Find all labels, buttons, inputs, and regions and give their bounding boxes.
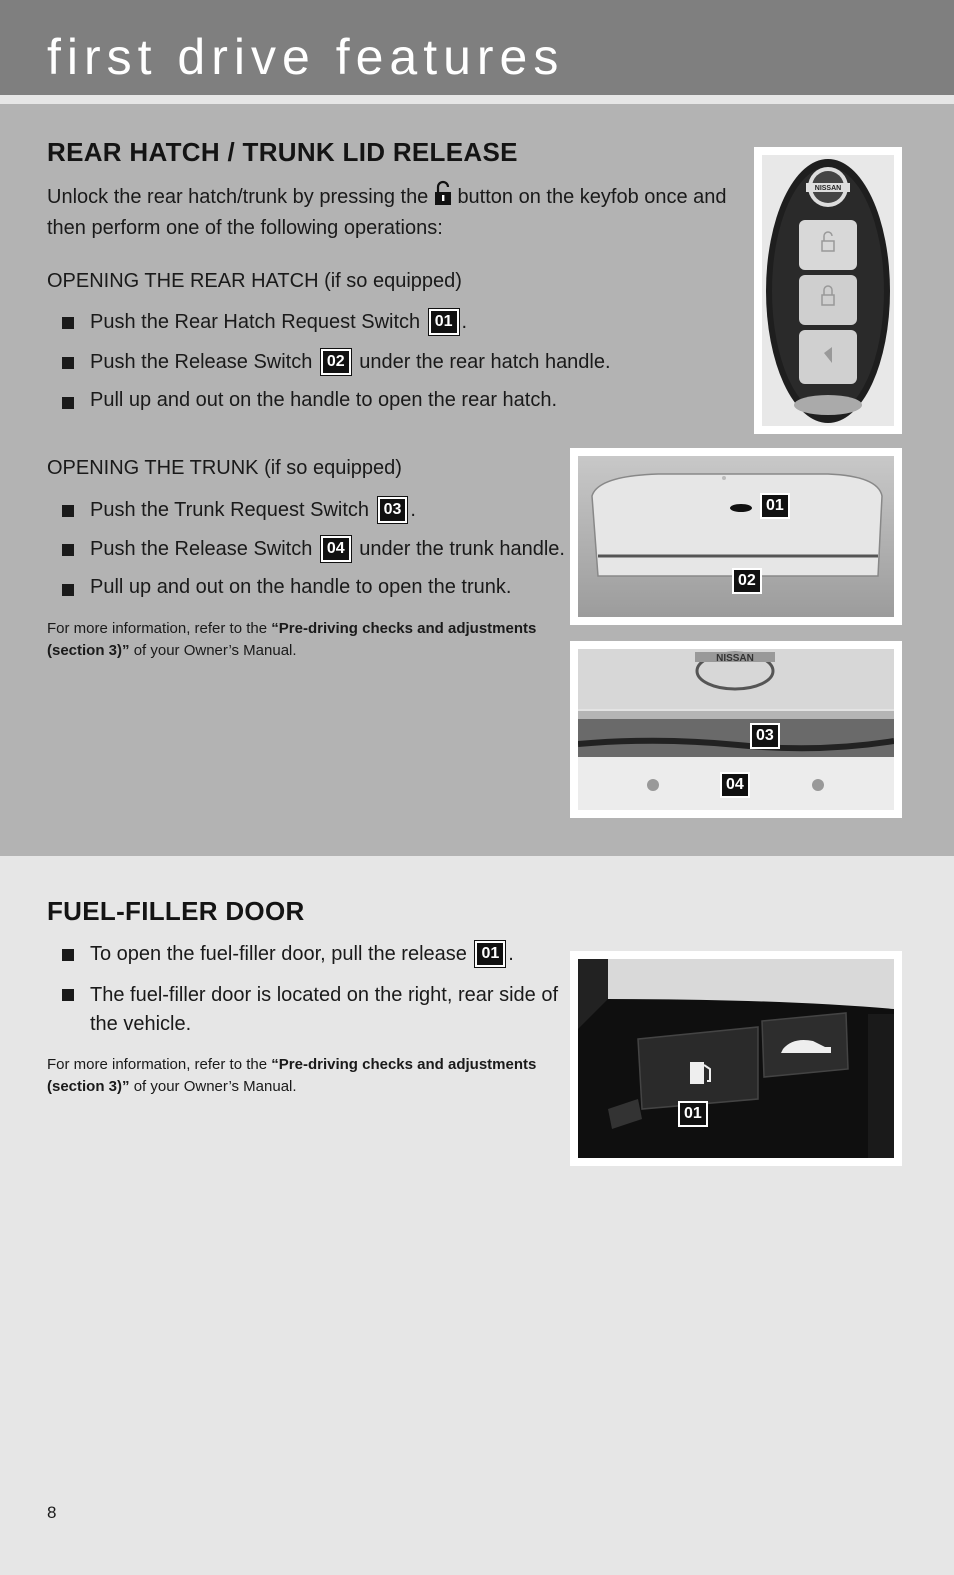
note-bold: “Pre-driving checks and adjustments (section 3)” [47,620,537,659]
trunk-bullet-3 [90,576,511,599]
trunk-image [570,641,902,818]
hatch-bullet-1 [90,309,467,335]
rear-intro-text-c: then perform one of the following operations: [47,217,443,239]
bullet-text: Push the Rear Hatch Request Switch [90,311,421,333]
bullet-square [62,505,74,517]
trunk-logo: NISSAN [716,653,754,664]
bullet-square [62,357,74,369]
bullet-text: To open the fuel-filler door, pull the release [90,943,467,965]
callout-badge: 01 [429,309,459,335]
keyfob-image [754,147,902,434]
bullet-square [62,317,74,329]
bullet-text: Push the Release Switch [90,538,313,560]
rear-hatch-image [570,448,902,625]
bullet-text: Pull up and out on the handle to open the trunk. [90,576,512,598]
trunk-bullet-1 [90,497,416,523]
callout-badge-03: 03 [750,723,780,749]
note-text-post: of your Owner’s Manual. [133,642,297,659]
hatch-bullet-3 [90,389,557,412]
page-title: first drive features [47,29,565,85]
note-text: For more information, refer to the [47,1056,268,1073]
bullet-square [62,989,74,1001]
hatch-bullet-2 [90,349,611,375]
rear-intro [47,180,737,242]
bullet-text-post: . [461,311,468,333]
rear-intro-text-b: button on the keyfob once and [457,186,727,208]
rear-note [47,618,547,662]
fuel-filler-title: FUEL-FILLER DOOR [47,896,305,926]
bullet-text-line2: the vehicle. [90,1013,192,1035]
callout-badge: 03 [378,497,408,523]
fuel-pump-icon [690,1062,704,1084]
hatch-heading-note: (if so equipped) [324,270,462,292]
bullet-text: Push the Release Switch [90,351,313,373]
bullet-text: Push the Trunk Request Switch [90,499,370,521]
bullet-square [62,584,74,596]
note-text: For more information, refer to the [47,620,268,637]
callout-badge-04: 04 [720,772,750,798]
rear-hatch-title: REAR HATCH / TRUNK LID RELEASE [47,137,518,167]
bullet-text-post: under the rear hatch handle. [359,351,611,373]
bullet-square [62,949,74,961]
page-number: 8 [47,1503,57,1522]
bullet-text-post: . [410,499,416,521]
bullet-text-post: under the trunk handle. [359,538,565,560]
bullet-text: The fuel-filler door is located on the right, rear side of [90,984,559,1006]
note-text-post: of your Owner’s Manual. [133,1078,297,1095]
fuel-release-image [570,951,902,1166]
callout-badge-02: 02 [732,568,762,594]
unlock-icon [434,180,452,214]
trunk-heading-note: (if so equipped) [264,457,402,479]
keyfob-logo: NISSAN [814,185,842,192]
bullet-text-post: . [508,943,514,965]
hatch-heading [47,270,462,293]
trunk-heading-text: OPENING THE TRUNK [47,457,259,479]
trunk-bullet-2 [90,536,565,562]
callout-badge-01: 01 [760,493,790,519]
callout-badge: 04 [321,536,351,562]
rear-intro-text-a: Unlock the rear hatch/trunk by pressing the [47,186,429,208]
page-header [0,0,954,95]
fuel-note [47,1054,547,1098]
bullet-text: Pull up and out on the handle to open the rear hatch. [90,389,558,411]
callout-badge: 02 [321,349,351,375]
bullet-square [62,397,74,409]
fuel-bullet-2 [90,981,558,1039]
hatch-heading-text: OPENING THE REAR HATCH [47,270,319,292]
bullet-square [62,544,74,556]
note-bold-b: (section 3)” [47,1078,130,1095]
callout-badge-01: 01 [678,1101,708,1127]
fuel-bullet-1 [90,941,514,967]
trunk-heading [47,457,402,480]
callout-badge: 01 [475,941,505,967]
note-bold-a: “Pre-driving checks and adjustments [271,1056,537,1073]
